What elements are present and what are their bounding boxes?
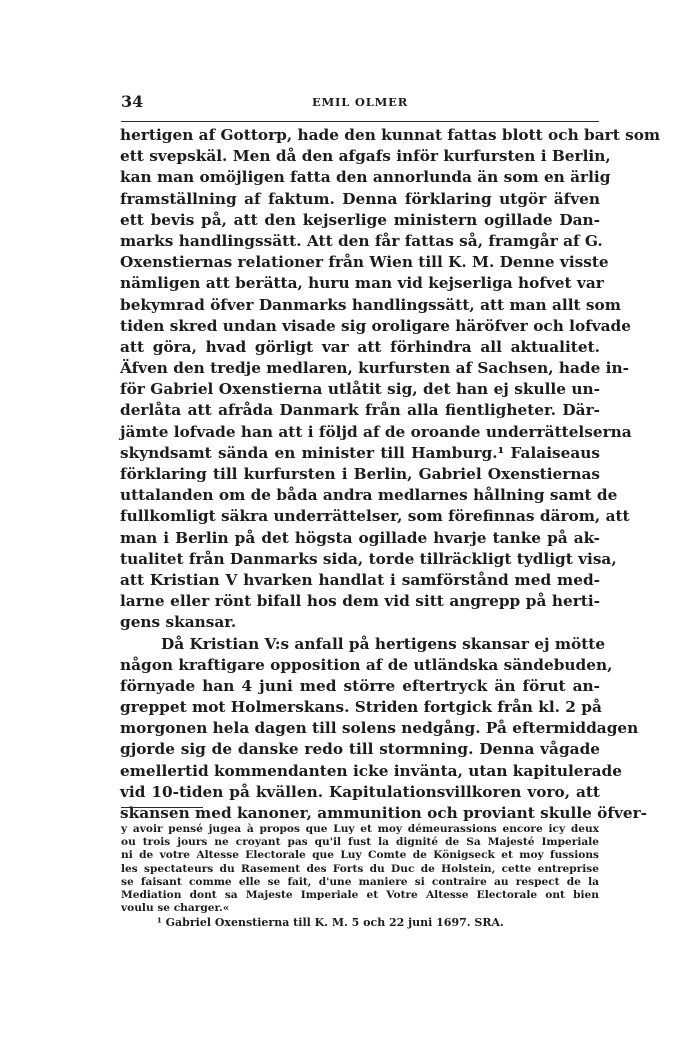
text-line: att göra, hvad görligt var att förhindra all aktualitet. [120, 337, 600, 356]
text-line: någon kraftigare opposition af de utländska sändebuden, [120, 655, 613, 674]
footnote-quote-line: voulu se charger.« [121, 902, 230, 915]
text-line: att Kristian V hvarken handlat i samförstånd med med- [120, 570, 600, 589]
text-line: greppet mot Holmerskans. Striden fortgick från kl. 2 på [120, 698, 602, 717]
footnote-quote-line: ou trois jours ne croyant pas qu'il fust la dignité de Sa Majesté Imperiale [121, 836, 599, 849]
text-line: fullkomligt säkra underrättelser, som förefinnas därom, att [120, 507, 630, 526]
running-head: EMIL OLMER [311, 95, 409, 109]
text-line: bekymrad öfver Danmarks handlingssätt, att man allt som [120, 295, 621, 314]
text-line: Äfven den tredje medlaren, kurfursten af Sachsen, hade in- [120, 359, 629, 378]
text-line: framställning af faktum. Denna förklaring utgör äfven [120, 189, 600, 208]
text-line: för Gabriel Oxenstierna utlåtit sig, det han ej skulle un- [120, 380, 600, 399]
footnote-quote-line: Mediation dont sa Majeste Imperiale et Votre Altesse Electorale ont bien [121, 888, 599, 901]
footnote-rule [121, 807, 203, 808]
text-line: förnyade han 4 juni med större eftertryck än förut an- [120, 676, 600, 695]
text-line: jämte lofvade han att i följd af de oroande underrättelserna [120, 422, 632, 441]
text-line: ett bevis på, att den kejserlige ministern ogillade Dan- [120, 210, 600, 229]
text-line: Oxenstiernas relationer från Wien till K. M. Denne visste [120, 253, 609, 272]
text-line: förklaring till kurfursten i Berlin, Gabriel Oxenstiernas [120, 465, 600, 483]
text-line: kan man omöjligen fatta den annorlunda än som en ärlig [120, 168, 611, 187]
text-line: marks handlingssätt. Att den får fattas så, framgår af G. [120, 231, 603, 250]
text-line: derlåta att afråda Danmark från alla fientligheter. Där- [120, 401, 600, 420]
paragraph-end-line: gens skansar. [120, 613, 237, 632]
text-line: nämligen att berätta, huru man vid kejserliga hofvet var [120, 274, 604, 293]
footnote-quote-line: y avoir pensé jugea à propos que Luy et moy démeurassions encore icy deux [121, 823, 599, 835]
text-line: tualitet från Danmarks sida, torde tillräckligt tydligt visa, [120, 549, 617, 568]
text-line: tiden skred undan visade sig oroligare häröfver och lofvade [120, 316, 631, 335]
body-text [120, 125, 661, 824]
text-line: morgonen hela dagen till solens nedgång. På eftermiddagen [120, 719, 639, 738]
page-header [121, 92, 599, 114]
page-number: 34 [121, 92, 144, 111]
header-rule [121, 121, 599, 122]
text-line: uttalanden om de båda andra medlarnes hållning samt de [120, 486, 618, 505]
text-line: gjorde sig de danske redo till stormning. Denna vågade [120, 740, 600, 759]
footnote-1: ¹ Gabriel Oxenstierna till K. M. 5 och 22 juni 1697. SRA. [157, 916, 504, 930]
text-line: emellertid kommendanten icke invänta, utan kapitulerade [120, 761, 622, 780]
text-line: skansen med kanoner, ammunition och proviant skulle öfver- [120, 804, 647, 822]
footnote-quote-line: les spectateurs du Rasement des Forts du Duc de Holstein, cette entreprise [121, 862, 599, 875]
footnote-quote-line: se faisant comme elle se fait, d'une maniere si contraire au respect de la [121, 875, 599, 888]
text-line: hertigen af Gottorp, hade den kunnat fattas blott och bart som [120, 126, 661, 144]
text-line: man i Berlin på det högsta ogillade hvarje tanke på ak- [120, 528, 600, 547]
paragraph-start-line: Då Kristian V:s anfall på hertigens skansar ej mötte [161, 634, 606, 653]
text-line: larne eller rönt bifall hos dem vid sitt angrepp på herti- [120, 592, 600, 611]
footnotes [121, 823, 599, 930]
text-line: vid 10-tiden på kvällen. Kapitulationsvillkoren voro, att [120, 782, 600, 801]
text-line: skyndsamt sända en minister till Hamburg.¹ Falaiseaus [120, 443, 600, 462]
footnote-quote-line: ni de votre Altesse Electorale que Luy Comte de Königseck et moy fussions [121, 849, 599, 862]
text-line: ett svepskäl. Men då den afgafs inför kurfursten i Berlin, [120, 147, 611, 166]
